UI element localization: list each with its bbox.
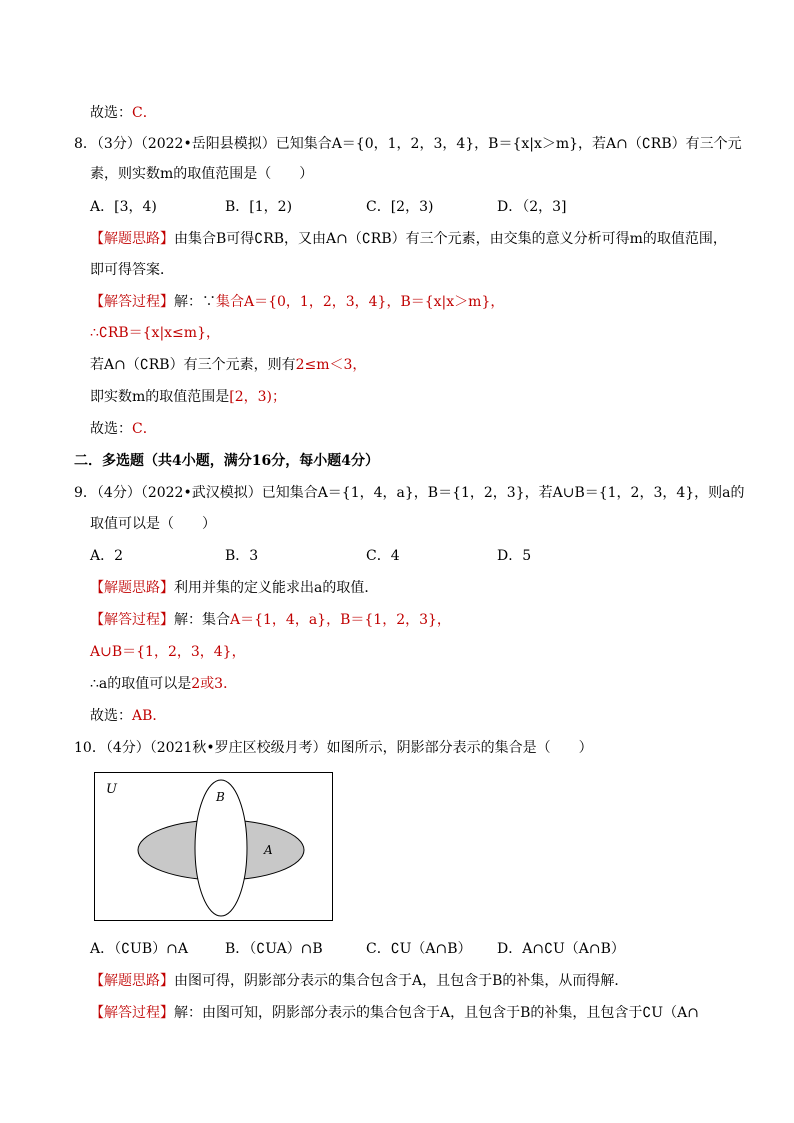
proc-text: 若A∩（∁RB）有三个元素，则有 [90,357,296,373]
q8-proc-line1 [90,293,504,311]
proc-text: 解：由图可知，阴影部分表示的集合包含于A，且包含于B的补集，且包含于∁U（A∩ [174,1005,699,1021]
q10-proc-line1 [90,1004,699,1022]
q8-option-b: B．[1，2) [225,199,293,215]
q10-idea-line1 [90,972,628,990]
idea-tag: 【解题思路】 [90,231,174,247]
q10-stem-line1: 10．（4分）（2021秋•罗庄区校级月考）如图所示，阴影部分表示的集合是（ ） [74,740,593,756]
q10-option-b: B．（∁UA）∩B [225,941,323,957]
q9-option-c: C．4 [366,548,400,564]
proc-text: 解：∵ [174,294,216,310]
venn-diagram [94,772,336,924]
q9-stem-line1: 9．（4分）（2022•武汉模拟）已知集合A＝{1，4，a}，B＝{1，2，3}，若A∪B＝{1，2，3，4}，则a的 [74,485,745,501]
set-b-label: B [216,790,225,804]
q8-stem-line2: 素，则实数m的取值范围是（ ） [90,166,314,182]
q9-proc-line3 [90,675,237,693]
proc-tag: 【解答过程】 [90,612,174,628]
set-a-label: A [264,843,273,857]
q9-option-a: A．2 [90,548,124,564]
q9-proc-line2: A∪B＝{1，2，3，4}， [90,644,246,660]
q8-idea-line2: 即可得答案． [90,262,174,278]
q10-option-d: D．A∩∁U（A∩B） [497,941,625,957]
final-answer: C． [132,105,157,121]
q9-option-d: D．5 [497,548,532,564]
q9-final-line [90,707,166,725]
final-label: 故选： [90,421,132,437]
section-heading: 二．多选题（共4小题，满分16分，每小题4分） [74,453,379,469]
proc-math: 集合A＝{0，1，2，3，4}，B＝{x|x＞m}， [216,294,505,310]
q8-option-a: A．[3，4) [90,199,157,215]
q9-idea-line1 [90,579,378,597]
q8-final-line [90,420,157,438]
universe-label: U [106,782,117,797]
q10-option-a: A．（∁UB）∩A [90,941,188,957]
q8-option-c: C．[2，3) [366,199,434,215]
q8-proc-line4 [90,388,286,406]
proc-math: 2或3． [191,676,238,692]
proc-text: ∴a的取值可以是 [90,676,192,692]
q8-stem-line1: 8．（3分）（2022•岳阳县模拟）已知集合A＝{0，1，2，3，4}，B＝{x|x＞m}，若A∩（∁RB）有三个元 [74,136,742,152]
final-answer: C． [132,421,157,437]
idea-text: 由集合B可得∁RB，又由A∩（∁RB）有三个元素，由交集的意义分析可得m的取值范围， [174,231,727,247]
idea-text: 由图可得，阴影部分表示的集合包含于A，且包含于B的补集，从而得解． [174,973,629,989]
q8-proc-line2: ∴∁RB＝{x|x≤m}， [90,325,220,341]
q8-option-d: D．（2，3] [497,199,567,215]
proc-math: A＝{1，4，a}，B＝{1，2，3}， [230,612,451,628]
q9-option-b: B．3 [225,548,259,564]
final-label: 故选： [90,105,132,121]
proc-tag: 【解答过程】 [90,294,174,310]
q9-stem-line2: 取值可以是（ ） [90,516,216,532]
proc-math: [2，3)； [229,389,287,405]
final-answer: AB． [132,708,167,724]
proc-text: 即实数m的取值范围是 [90,389,230,405]
proc-math: 2≤m＜3， [295,357,367,373]
q10-option-c: C．∁U（A∩B） [366,941,472,957]
q8-proc-line3 [90,356,366,374]
q9-proc-line1 [90,611,451,629]
q7-final-line [90,104,157,122]
q8-idea-line1 [90,230,727,248]
final-label: 故选： [90,708,132,724]
idea-text: 利用并集的定义能求出a的取值． [174,580,379,596]
proc-tag: 【解答过程】 [90,1005,174,1021]
proc-text: 解：集合 [174,612,230,628]
idea-tag: 【解题思路】 [90,973,174,989]
idea-tag: 【解题思路】 [90,580,174,596]
